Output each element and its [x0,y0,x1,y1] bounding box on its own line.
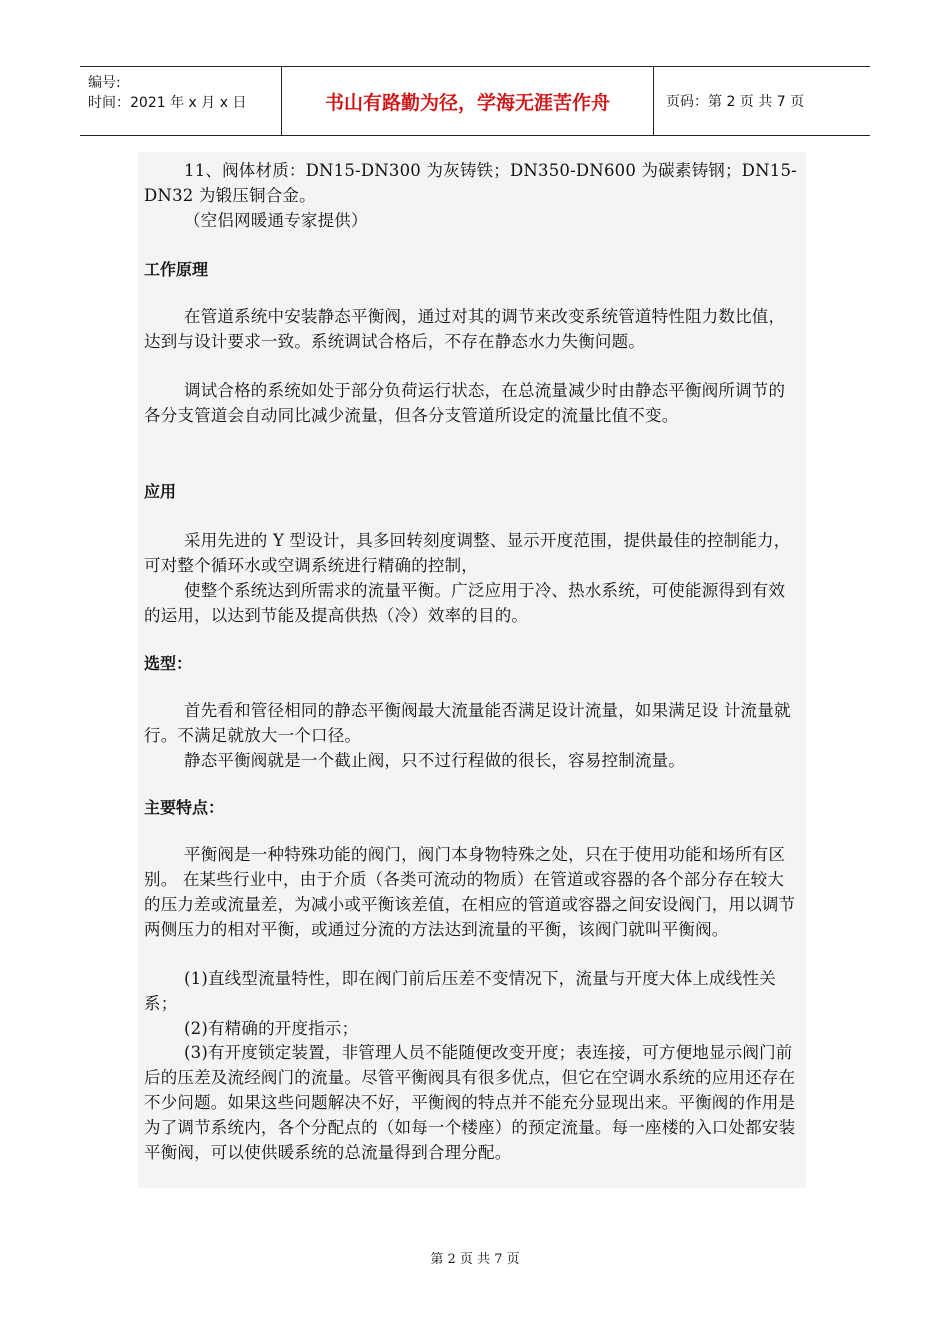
heading-selection: 选型： [144,654,193,673]
paragraph-principle-1: 在管道系统中安装静态平衡阀，通过对其的调节来改变系统管道特性阻力数比值，达到与设计要求一致。系统调试合格后，不存在静态水力失衡问题。 [144,307,786,351]
paragraph-features-2: (1)直线型流量特性，即在阀门前后压差不变情况下，流量与开度大体上成线性关系； [144,969,776,1013]
heading-working-principle: 工作原理 [144,260,209,279]
paragraph-principle-2: 调试合格的系统如处于部分负荷运行状态，在总流量减少时由静态平衡阀所调节的各分支管道会自动同比减少流量，但各分支管道所设定的流量比值不变。 [144,381,786,425]
paragraph-features-1: 平衡阀是一种特殊功能的阀门，阀门本身物特殊之处，只在于使用功能和场所有区别。 在某些行业中，由于介质（各类可流动的物质）在管道或容器的各个部分存在较大的压力差或流量差，为减小或平衡该差值，在相应的管道或容器之间安设阀门，用以调节两侧压力的相对平衡，或通过分流的方法达到流量的平衡，该阀门就叫平衡阀。 [144,845,796,939]
paragraph-selection-2: 静态平衡阀就是一个截止阀，只不过行程做的很长，容易控制流量。 [184,751,685,770]
header-meta [80,67,282,135]
paragraph-application-2: 使整个系统达到所需求的流量平衡。广泛应用于冷、热水系统，可使能源得到有效的运用，以达到节能及提高供热（冷）效率的目的。 [144,581,786,625]
document-header [80,66,870,136]
paragraph-application-1: 采用先进的 Y 型设计，具多回转刻度调整、显示开度范围，提供最佳的控制能力，可对整个循环水或空调系统进行精确的控制， [144,531,791,575]
heading-application: 应用 [144,482,177,501]
page-footer: 第 2 页 共 7 页 [430,1252,520,1267]
document-body [138,152,806,1188]
paragraph-source: （空侣网暖通专家提供） [184,211,368,230]
document-number-label: 编号: [88,75,121,91]
document-date: 时间：2021 年 x 月 x 日 [88,95,247,111]
header-motto: 书山有路勤为径，学海无涯苦作舟 [282,67,654,135]
paragraph-selection-1: 首先看和管径相同的静态平衡阀最大流量能否满足设计流量，如果满足设 计流量就行。不满足就放大一个口径。 [144,701,791,745]
paragraph-features-4: (3)有开度锁定装置，非管理人员不能随便改变开度；表连接，可方便地显示阀门前后的压差及流经阀门的流量。尽管平衡阀具有很多优点，但它在空调水系统的应用还存在不少问题。如果这些问题解决不好，平衡阀的特点并不能充分显现出来。平衡阀的作用是为了调节系统内，各个分配点的（如每一个楼座）的预定流量。每一座楼的入口处都安装平衡阀，可以使供暖系统的总流量得到合理分配。 [144,1043,796,1162]
header-page-number: 页码：第 2 页 共 7 页 [666,94,805,110]
paragraph-material: 11、阀体材质：DN15-DN300 为灰铸铁；DN350-DN600 为碳素铸钢；DN15-DN32 为锻压铜合金。 [144,161,797,205]
heading-main-features: 主要特点： [144,798,225,817]
paragraph-features-3: (2)有精确的开度指示； [184,1019,359,1038]
